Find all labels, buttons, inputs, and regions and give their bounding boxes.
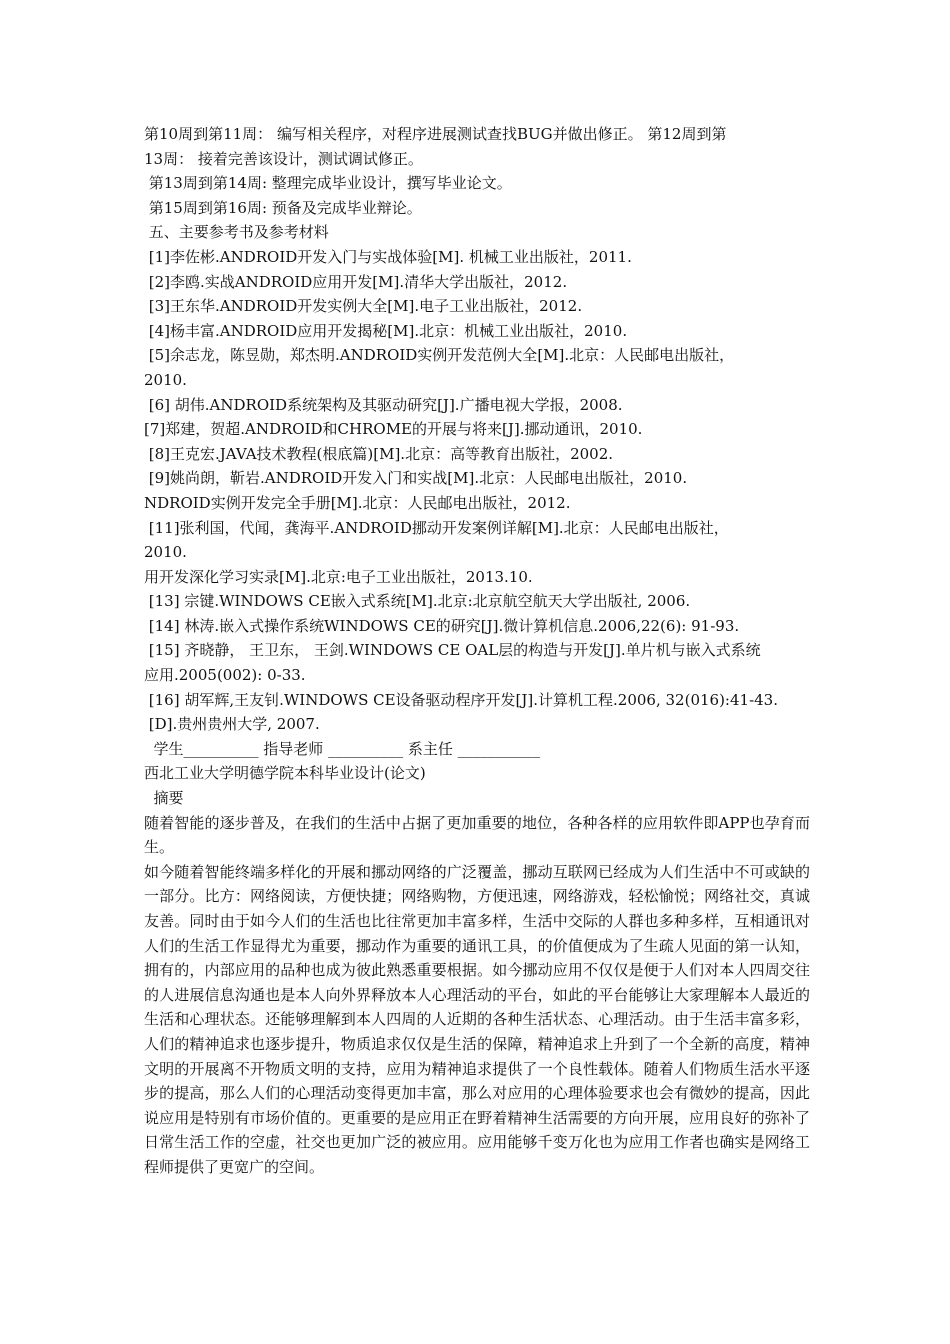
abstract-heading: 摘要 (144, 789, 184, 808)
reference-line: [8]王克宏.JAVA技术教程(根底篇)[M].北京：高等教育出版社，2002. (144, 444, 614, 463)
schedule-line: 第13周到第14周: 整理完成毕业设计，撰写毕业论文。 (144, 174, 512, 193)
reference-line: 2010. (144, 543, 187, 562)
reference-line: NDROID实例开发完全手册[M].北京：人民邮电出版社，2012. (144, 493, 571, 512)
references-heading: 五、主要参考书及参考材料 (144, 223, 329, 242)
reference-line: [13] 宗键.WINDOWS CE嵌入式系统[M].北京:北京航空航天大学出版社, 2006. (144, 592, 691, 611)
abstract-paragraph: 如今随着智能终端多样化的开展和挪动网络的广泛覆盖，挪动互联网已经成为人们生活中不可或缺的一部分。比方：网络阅读，方便快捷；网络购物，方便迅速，网络游戏，轻松愉悦；网络社交，真诚友善。同时由于如今人们的生活也比往常更加丰富多样，生活中交际的人群也多种多样，互相通讯对人们的生活工作显得尤为重要，挪动作为重要的通讯工具，的价值便成为了生疏人见面的第一认知，拥有的，内部应用的品种也成为彼此熟悉重要根据。如今挪动应用不仅仅是便于人们对本人四周交往的人进展信息沟通也是本人向外界释放本人心理活动的平台，如此的平台能够让大家理解本人最近的生活和心理状态。还能够理解到本人四周的人近期的各种生活状态、心理活动。由于生活丰富多彩，人们的精神追求也逐步提升，物质追求仅仅是生活的保障，精神追求上升到了一个全新的高度，精神文明的开展离不开物质文明的支持，应用为精神追求提供了一个良性载体。随着人们物质生活水平逐步的提高，那么人们的心理活动变得更加丰富，那么对应用的心理体验要求也会有微妙的提高，因此说应用是特别有市场价值的。更重要的是应用正在野着精神生活需要的方向开展，应用良好的弥补了日常生活工作的空虚，社交也更加广泛的被应用。应用能够千变万化也为应用工作者也确实是网络工程师提供了更宽广的空间。 (144, 862, 810, 1176)
reference-line: [5]余志龙，陈昱勋，郑杰明.ANDROID实例开发范例大全[M].北京：人民邮电出版社， (144, 346, 735, 365)
schedule-line: 第10周到第11周： 编写相关程序，对程序进展测试查找BUG并做出修正。 第12周到第 (144, 125, 727, 143)
references-list (144, 245, 810, 737)
reference-line: [16] 胡军辉,王友钊.WINDOWS CE设备驱动程序开发[J].计算机工程.2006, 32(016):41-43. (144, 690, 778, 709)
reference-line: [D].贵州贵州大学, 2007. (144, 715, 320, 734)
reference-line: [7]郑建，贺超.ANDROID和CHROME的开展与将来[J].挪动通讯，2010. (144, 420, 643, 439)
reference-line: [6] 胡伟.ANDROID系统架构及其驱动研究[J].广播电视大学报，2008. (144, 395, 623, 414)
abstract-body (144, 811, 810, 1180)
schedule-line: 13周： 接着完善该设计，测试调试修正。 (144, 149, 423, 168)
reference-line: [3]王东华.ANDROID开发实例大全[M].电子工业出版社，2012. (144, 297, 583, 316)
signature-line: 学生__________ 指导老师 __________ 系主任 ___________ (144, 739, 541, 758)
schedule-section (144, 122, 810, 220)
schedule-line: 第15周到第16周: 预备及完成毕业辩论。 (144, 198, 422, 217)
thesis-header: 西北工业大学明德学院本科毕业设计(论文) (144, 764, 426, 783)
reference-line: [2]李鸥.实战ANDROID应用开发[M].清华大学出版社，2012. (144, 272, 568, 291)
reference-line: 2010. (144, 370, 187, 389)
reference-line: [14] 林涛.嵌入式操作系统WINDOWS CE的研究[J].微计算机信息.2006,22(6): 91-93. (144, 616, 740, 635)
reference-line: [9]姚尚朗，靳岩.ANDROID开发入门和实战[M].北京：人民邮电出版社，2010. (144, 469, 688, 488)
reference-line: [15] 齐晓静， 王卫东， 王剑.WINDOWS CE OAL层的构造与开发[J].单片机与嵌入式系统 (144, 641, 761, 660)
reference-line: [4]杨丰富.ANDROID应用开发揭秘[M].北京：机械工业出版社，2010. (144, 321, 628, 340)
reference-line: [11]张利国，代闻，龚海平.ANDROID挪动开发案例详解[M].北京：人民邮电出版社， (144, 518, 729, 537)
reference-line: [1]李佐彬.ANDROID开发入门与实战体验[M]. 机械工业出版社，2011. (144, 247, 632, 266)
reference-line: 用开发深化学习实录[M].北京:电子工业出版社，2013.10. (144, 567, 533, 586)
reference-line: 应用.2005(002): 0-33. (144, 666, 306, 685)
abstract-paragraph: 随着智能的逐步普及，在我们的生活中占据了更加重要的地位，各种各样的应用软件即APP也孕育而生。 (144, 813, 810, 857)
